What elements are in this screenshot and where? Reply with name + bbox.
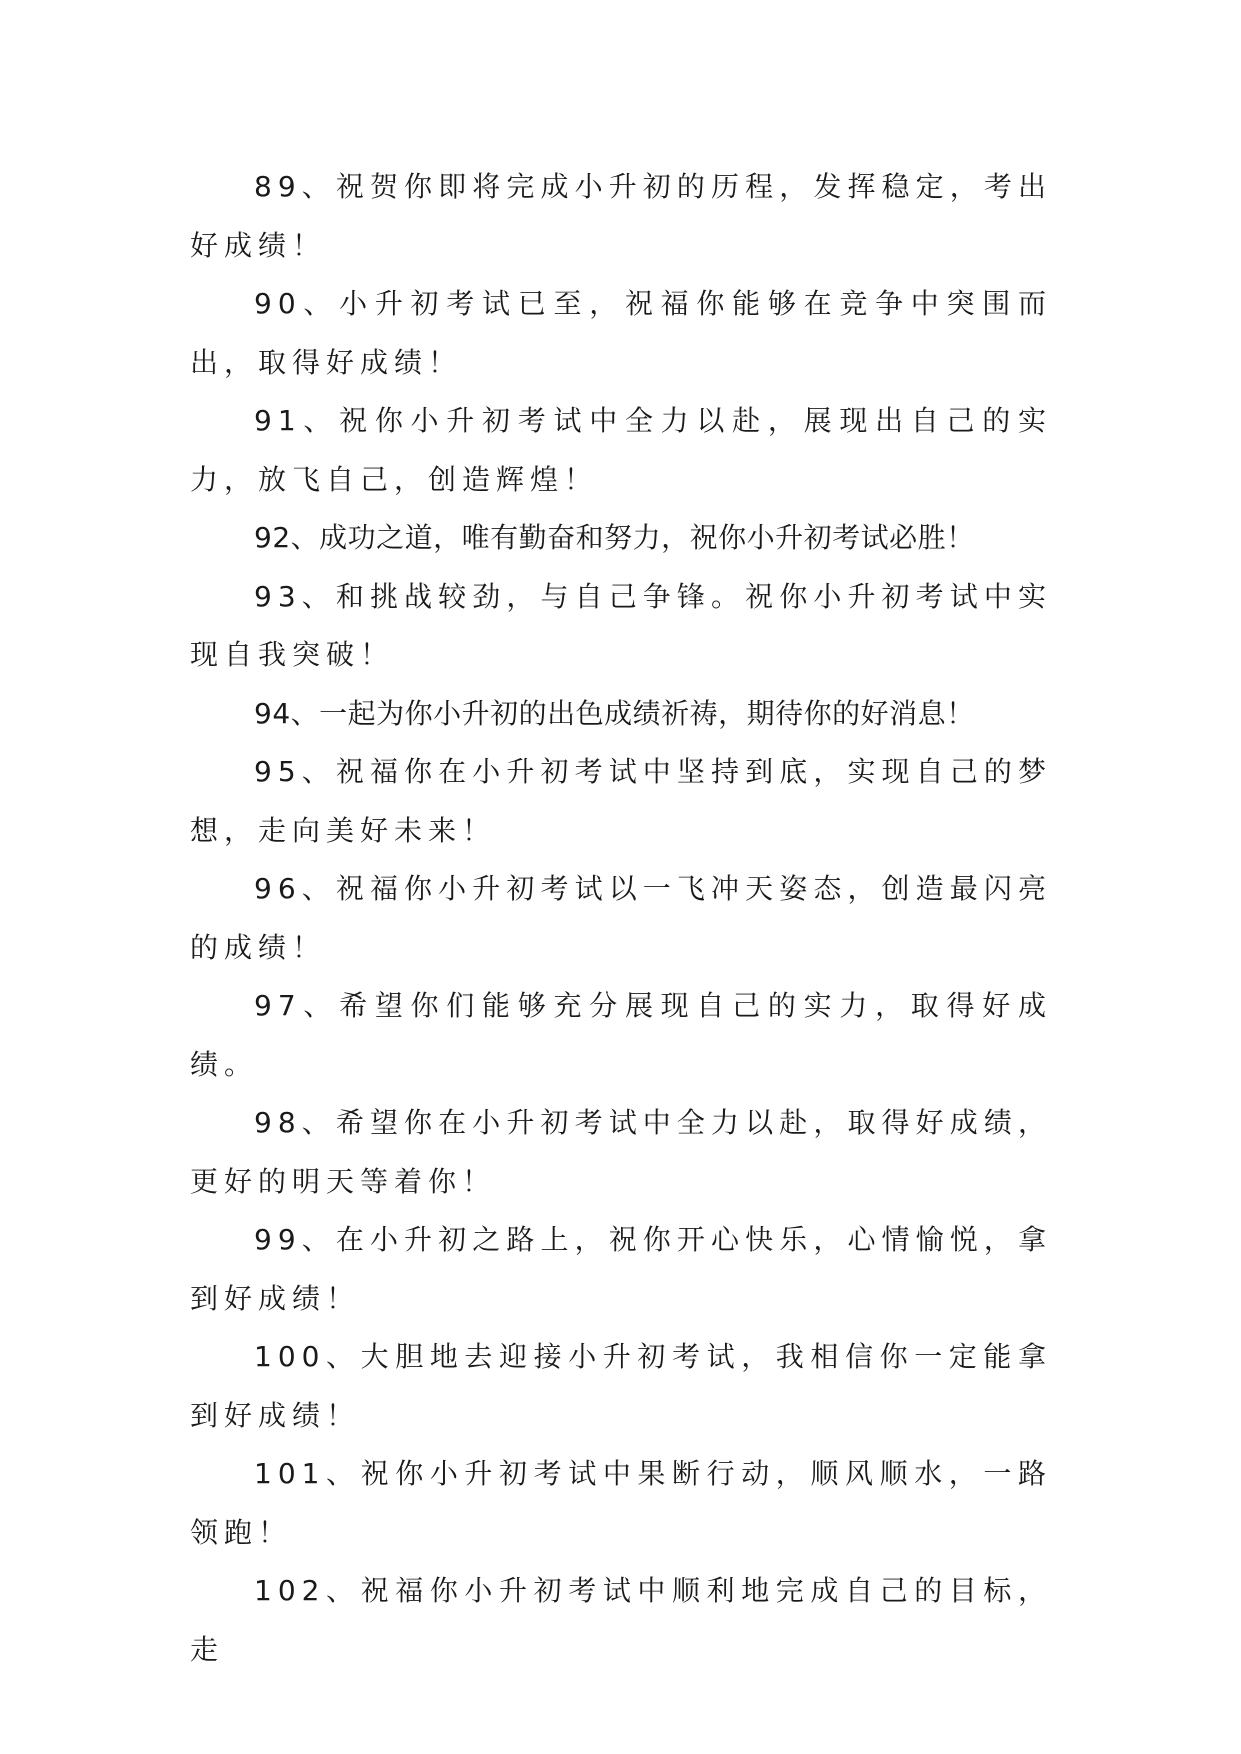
paragraph-101: 101、祝你小升初考试中果断行动，顺风顺水，一路领跑！ xyxy=(190,1457,1052,1549)
paragraph-97: 97、希望你们能够充分展现自己的实力，取得好成绩。 xyxy=(190,989,1052,1081)
paragraph-90: 90、小升初考试已至，祝福你能够在竞争中突围而出，取得好成绩！ xyxy=(190,287,1052,379)
paragraph-95: 95、祝福你在小升初考试中坚持到底，实现自己的梦想，走向美好未来！ xyxy=(190,755,1052,847)
paragraph-98: 98、希望你在小升初考试中全力以赴，取得好成绩，更好的明天等着你！ xyxy=(190,1106,1052,1198)
paragraph-93: 93、和挑战较劲，与自己争锋。祝你小升初考试中实现自我突破！ xyxy=(190,579,1052,671)
paragraph-99: 99、在小升初之路上，祝你开心快乐，心情愉悦，拿到好成绩！ xyxy=(190,1223,1052,1315)
paragraph-100: 100、大胆地去迎接小升初考试，我相信你一定能拿到好成绩！ xyxy=(190,1340,1052,1432)
paragraph-89: 89、祝贺你即将完成小升初的历程，发挥稳定，考出好成绩！ xyxy=(190,170,1052,262)
paragraph-94: 94、一起为你小升初的出色成绩祈祷，期待你的好消息！ xyxy=(254,696,975,730)
paragraph-91: 91、祝你小升初考试中全力以赴，展现出自己的实力，放飞自己，创造辉煌！ xyxy=(190,404,1052,496)
paragraph-92: 92、成功之道，唯有勤奋和努力，祝你小升初考试必胜！ xyxy=(254,521,975,554)
paragraph-102: 102、祝福你小升初考试中顺利地完成自己的目标，走 xyxy=(190,1574,1052,1666)
document-body xyxy=(190,158,1052,1679)
paragraph-96: 96、祝福你小升初考试以一飞冲天姿态，创造最闪亮的成绩！ xyxy=(190,872,1052,964)
